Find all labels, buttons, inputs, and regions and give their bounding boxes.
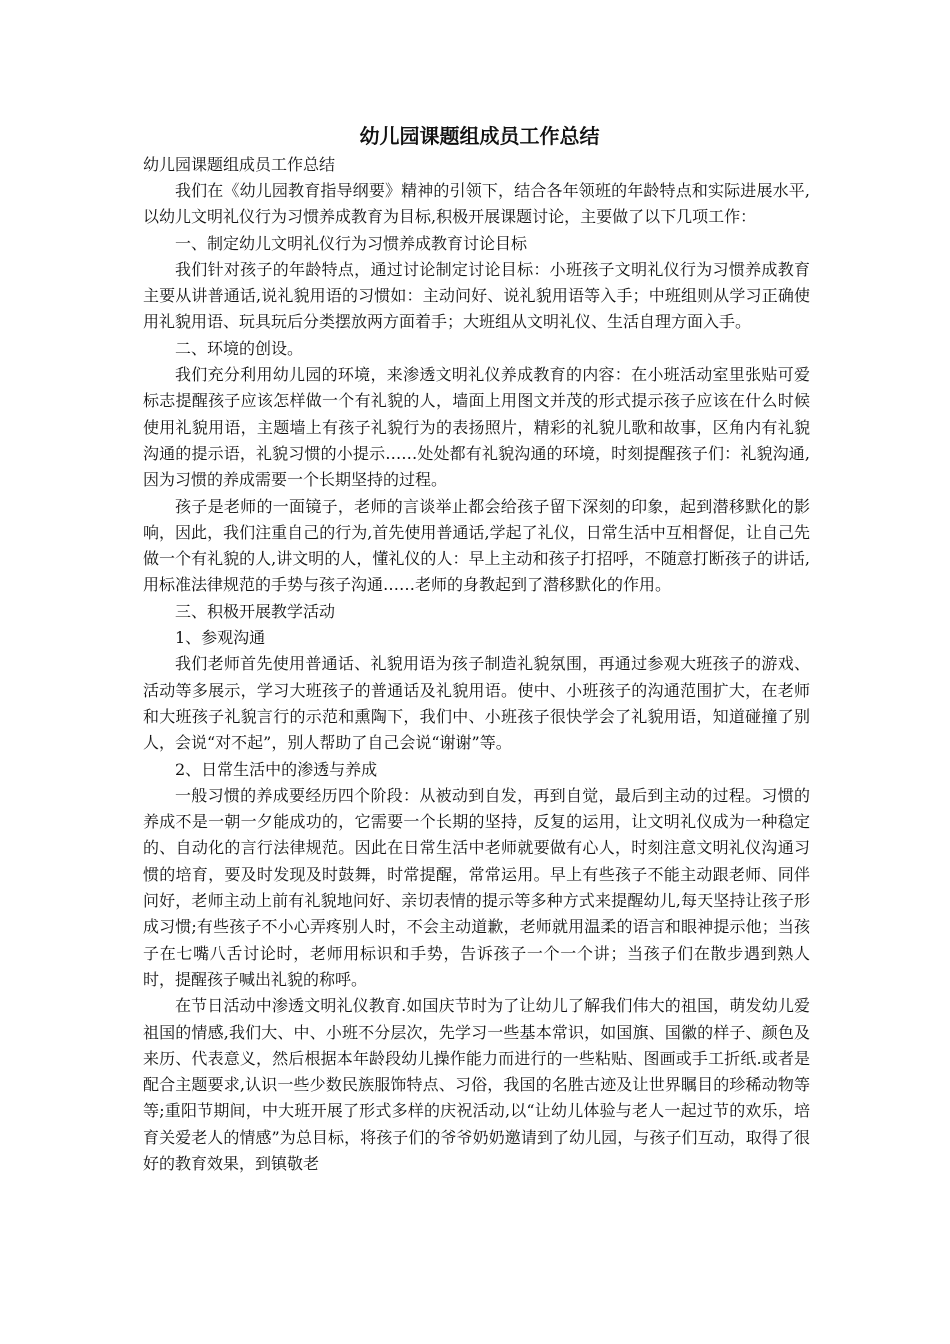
- document-body: [143, 178, 810, 1177]
- body-paragraph: 我们老师首先使用普通话、礼貌用语为孩子制造礼貌氛围，再通过参观大班孩子的游戏、活动等多展示，学习大班孩子的普通话及礼貌用语。使中、小班孩子的沟通范围扩大，在老师和大班孩子礼貌言行的示范和熏陶下，我们中、小班孩子很快学会了礼貌用语，知道碰撞了别人，会说“对不起”，别人帮助了自己会说“谢谢”等。: [143, 654, 810, 753]
- body-paragraph: 在节日活动中渗透文明礼仪教育.如国庆节时为了让幼儿了解我们伟大的祖国，萌发幼儿爱祖国的情感,我们大、中、小班不分层次，先学习一些基本常识，如国旗、国徽的样子、颜色及来历、代表意义，然后根据本年龄段幼儿操作能力而进行的一些粘贴、图画或手工折纸.或者是配合主题要求,认识一些少数民族服饰特点、习俗，我国的名胜古迹及让世界瞩目的珍稀动物等等;重阳节期间，中大班开展了形式多样的庆祝活动,以“让幼儿体验与老人一起过节的欢乐，培育关爱老人的情感”为总目标，将孩子们的爷爷奶奶邀请到了幼儿园，与孩子们互动，取得了很好的教育效果，到镇敬老: [143, 996, 810, 1173]
- section-heading-2: 二、环境的创设。: [175, 338, 304, 358]
- section-heading-1: 一、制定幼儿文明礼仪行为习惯养成教育讨论目标: [175, 233, 528, 253]
- document-title: 幼儿园课题组成员工作总结: [359, 124, 600, 148]
- body-paragraph: 一般习惯的养成要经历四个阶段：从被动到自发，再到自觉，最后到主动的过程。习惯的养成不是一朝一夕能成功的，它需要一个长期的坚持，反复的运用，让文明礼仪成为一种稳定的、自动化的言行法律规范。因此在日常生活中老师就要做有心人，时刻注意文明礼仪沟通习惯的培育，要及时发现及时鼓舞，时常提醒，常常运用。早上有些孩子不能主动跟老师、同伴问好，老师主动上前有礼貌地问好、亲切表情的提示等多种方式来提醒幼儿,每天坚持让孩子形成习惯;有些孩子不小心弄疼别人时，不会主动道歉，老师就用温柔的语言和眼神提示他；当孩子在七嘴八舌讨论时，老师用标识和手势，告诉孩子一个一个讲；当孩子们在散步遇到熟人时，提醒孩子喊出礼貌的称呼。: [143, 785, 810, 989]
- document-subtitle: 幼儿园课题组成员工作总结: [143, 155, 336, 174]
- subsection-heading-2: 2、日常生活中的渗透与养成: [175, 759, 378, 779]
- body-paragraph: 我们针对孩子的年龄特点，通过讨论制定讨论目标：小班孩子文明礼仪行为习惯养成教育主要从讲普通话,说礼貌用语的习惯如：主动问好、说礼貌用语等入手；中班组则从学习正确使用礼貌用语、玩具玩后分类摆放两方面着手；大班组从文明礼仪、生活自理方面入手。: [143, 259, 810, 332]
- body-paragraph: 孩子是老师的一面镜子，老师的言谈举止都会给孩子留下深刻的印象，起到潜移默化的影响，因此，我们注重自己的行为,首先使用普通话,学起了礼仪，日常生活中互相督促，让自己先做一个有礼貌的人,讲文明的人，懂礼仪的人：早上主动和孩子打招呼，不随意打断孩子的讲话,用标准法律规范的手势与孩子沟通……老师的身教起到了潜移默化的作用。: [143, 496, 810, 595]
- intro-paragraph: 我们在《幼儿园教育指导纲要》精神的引领下，结合各年领班的年龄特点和实际进展水平,以幼儿文明礼仪行为习惯养成教育为目标,积极开展课题讨论，主要做了以下几项工作：: [143, 181, 810, 227]
- subsection-heading-1: 1、参观沟通: [175, 628, 266, 648]
- section-heading-3: 三、积极开展教学活动: [175, 601, 336, 621]
- body-paragraph: 我们充分利用幼儿园的环境，来渗透文明礼仪养成教育的内容：在小班活动室里张贴可爱标志提醒孩子应该怎样做一个有礼貌的人，墙面上用图文并茂的形式提示孩子应该在什么时候使用礼貌用语，主题墙上有孩子礼貌行为的表扬照片，精彩的礼貌儿歌和故事，区角内有礼貌沟通的提示语，礼貌习惯的小提示……处处都有礼貌沟通的环境，时刻提醒孩子们：礼貌沟通,因为习惯的养成需要一个长期坚持的过程。: [143, 365, 810, 490]
